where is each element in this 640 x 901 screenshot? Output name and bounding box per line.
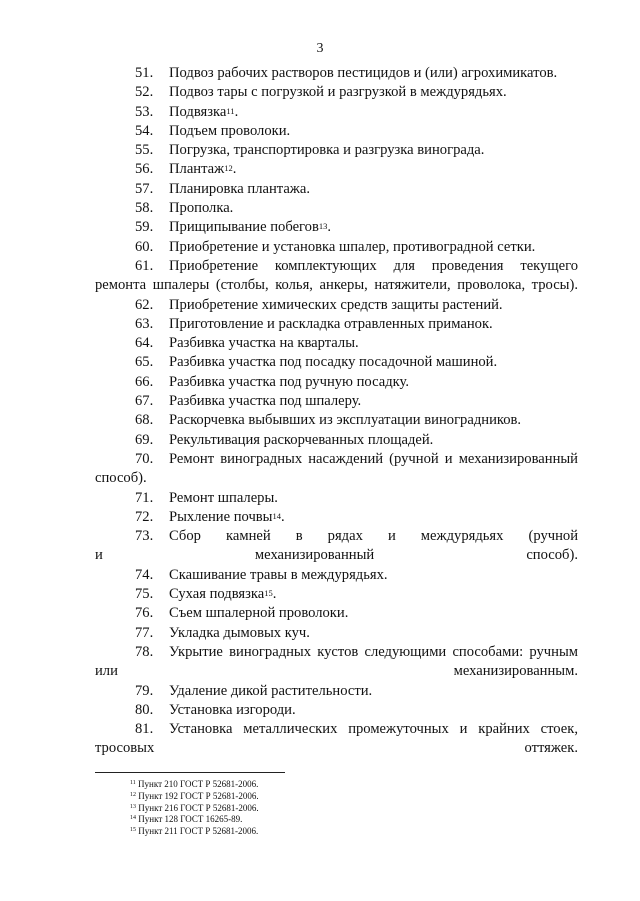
list-item — [95, 489, 578, 508]
list-item-number: 52. — [135, 84, 154, 101]
footnote-ref: 12 — [224, 163, 233, 174]
list-item-text: Разбивка участка под шпалеру. — [169, 393, 362, 410]
list-item-text: Сухая подвязка — [169, 586, 265, 603]
list-item-number: 62. — [135, 296, 154, 313]
list-item — [95, 508, 578, 527]
list-item-text: Укладка дымовых куч. — [169, 624, 310, 641]
list-item-number: 67. — [135, 393, 154, 410]
footnote-marker: 13 — [130, 803, 136, 810]
list-item-text: Планировка плантажа. — [169, 180, 311, 197]
footnote — [130, 791, 259, 803]
list-item-text: Раскорчевка выбывших из эксплуатации виноградников. — [169, 412, 522, 429]
footnote-ref: 15 — [264, 588, 273, 599]
footnote-text: Пункт 216 ГОСТ Р 52681-2006. — [138, 802, 259, 813]
list-item — [95, 643, 578, 682]
list-item-punct: . — [234, 103, 239, 120]
list-item-text: Приобретение комплектующих для проведения текущего — [169, 257, 578, 274]
footnote — [130, 826, 259, 838]
list-item-text: Погрузка, транспортировка и разгрузка винограда. — [169, 142, 485, 159]
list-item-number: 75. — [135, 586, 154, 603]
list-item-text: Подвязка — [169, 103, 227, 120]
list-item — [95, 701, 578, 720]
list-item-text: Подвоз рабочих растворов пестицидов и (или) агрохимикатов. — [169, 65, 558, 81]
list-item-text: Укрытие виноградных кустов следующими способами: ручным — [169, 643, 578, 660]
list-item-number: 63. — [135, 315, 154, 332]
list-item-number: 74. — [135, 566, 154, 583]
list-item — [95, 373, 578, 392]
list-item-number: 76. — [135, 605, 154, 622]
footnote-marker: 15 — [130, 827, 136, 834]
list-item-number: 58. — [135, 200, 154, 217]
list-item — [95, 604, 578, 623]
list-item-punct: . — [281, 508, 285, 525]
list-item-text: Установка изгороди. — [169, 701, 296, 718]
footnote-ref: 14 — [272, 510, 281, 521]
footnote — [130, 814, 259, 826]
list-item-punct: . — [272, 586, 277, 603]
footnote-ref: 13 — [318, 221, 328, 232]
list-item — [95, 353, 578, 372]
list-item-number: 80. — [135, 701, 154, 718]
list-item-number: 78. — [135, 643, 154, 660]
list-item-continuation: тросовых оттяжек. — [95, 740, 578, 757]
list-item-text: Прищипывание побегов — [169, 219, 319, 236]
list-item-number: 79. — [135, 682, 154, 699]
footnote — [130, 779, 259, 791]
list-item — [95, 122, 578, 141]
list-item-text: Подвоз тары с погрузкой и разгрузкой в междурядьях. — [169, 84, 507, 101]
list-item-text: Разбивка участка под ручную посадку. — [169, 373, 409, 390]
list-item-number: 54. — [135, 122, 154, 139]
list-item — [95, 257, 578, 296]
list-item — [95, 392, 578, 411]
list-item-number: 69. — [135, 431, 154, 448]
list-item-number: 68. — [135, 412, 154, 429]
list-item — [95, 411, 578, 430]
list-item-number: 55. — [135, 142, 154, 159]
footnote-text: Пункт 128 ГОСТ 16265-89. — [138, 814, 243, 825]
list-item-text: Скашивание травы в междурядьях. — [169, 566, 388, 583]
list-item-text: Подъем проволоки. — [169, 122, 291, 139]
list-item-text: Удаление дикой растительности. — [169, 682, 373, 699]
list-item — [95, 720, 578, 759]
list-item-number: 73. — [135, 528, 154, 545]
footnotes — [130, 779, 259, 838]
list-item — [95, 624, 578, 643]
footnote-text: Пункт 192 ГОСТ Р 52681-2006. — [138, 790, 259, 801]
list-item-text: Рыхление почвы — [169, 508, 273, 525]
footnote — [130, 803, 259, 815]
list-item-number: 56. — [135, 161, 154, 178]
list-item — [95, 315, 578, 334]
list-item — [95, 682, 578, 701]
list-item-text: Рекультивация раскорчеванных площадей. — [169, 431, 434, 448]
list-item-number: 60. — [135, 238, 154, 255]
list-item-number: 61. — [135, 257, 154, 274]
list-item-number: 53. — [135, 103, 154, 120]
list-item — [95, 141, 578, 160]
list-item-number: 70. — [135, 450, 154, 467]
list-item — [95, 238, 578, 257]
list-item-number: 81. — [135, 721, 154, 738]
list-item — [95, 566, 578, 585]
footnote-text: Пункт 210 ГОСТ Р 52681-2006. — [138, 779, 259, 789]
list-item — [95, 296, 578, 315]
list-item — [95, 334, 578, 353]
list-item-number: 57. — [135, 180, 154, 197]
list-item — [95, 103, 578, 122]
list-item — [95, 83, 578, 102]
list-item-number: 65. — [135, 354, 154, 371]
list-item-text: Ремонт шпалеры. — [169, 489, 278, 506]
list-item-text: Съем шпалерной проволоки. — [169, 605, 349, 622]
footnote-marker: 12 — [130, 791, 136, 798]
list-item — [95, 450, 578, 489]
footnote-text: Пункт 211 ГОСТ Р 52681-2006. — [138, 826, 259, 837]
list-item-text: Прополка. — [169, 200, 234, 217]
list-item — [95, 160, 578, 179]
list-item-text: Разбивка участка на кварталы. — [169, 335, 359, 352]
list-item-number: 64. — [135, 335, 154, 352]
list-item-text: Приготовление и раскладка отравленных приманок. — [169, 315, 493, 332]
list-item-number: 66. — [135, 373, 154, 390]
list-item-number: 77. — [135, 624, 154, 641]
list-item-continuation: способ). — [95, 470, 147, 487]
list-item — [95, 180, 578, 199]
list-item — [95, 431, 578, 450]
list-item-text: Сбор камней в рядах и междурядьях (ручной — [169, 528, 578, 545]
list-item — [95, 585, 578, 604]
list-item-text: Приобретение химических средств защиты растений. — [169, 296, 503, 313]
list-item-punct: . — [232, 161, 237, 178]
list-item-text: Ремонт виноградных насаждений (ручной и механизированный — [169, 450, 578, 467]
list-item-continuation: или механизированным. — [95, 663, 578, 680]
list-item-number: 72. — [135, 508, 154, 525]
footnote-ref: 11 — [226, 105, 235, 116]
footnote-divider — [95, 772, 285, 773]
list-item-number: 71. — [135, 489, 154, 506]
list-item-punct: . — [327, 219, 332, 236]
list-item — [95, 527, 578, 566]
page-number: 3 — [316, 41, 324, 56]
list-item-number: 51. — [135, 65, 154, 81]
list-item-number: 59. — [135, 219, 154, 236]
list-item — [95, 64, 578, 83]
footnote-marker: 11 — [130, 780, 136, 786]
list-item-text: Приобретение и установка шпалер, противоградной сетки. — [169, 238, 536, 255]
list-item — [95, 218, 578, 237]
list-item-text: Разбивка участка под посадку посадочной машиной. — [169, 354, 498, 371]
list-item — [95, 199, 578, 218]
list-item-text: Установка металлических промежуточных и крайних стоек, — [169, 721, 578, 738]
list-item-text: Плантаж — [169, 161, 225, 178]
list-item-continuation: ремонта шпалеры (столбы, колья, анкеры, натяжители, проволока, тросы). — [95, 277, 578, 294]
numbered-list — [95, 64, 578, 759]
list-item-continuation: и механизированный способ). — [95, 547, 578, 564]
footnote-marker: 14 — [130, 815, 136, 822]
